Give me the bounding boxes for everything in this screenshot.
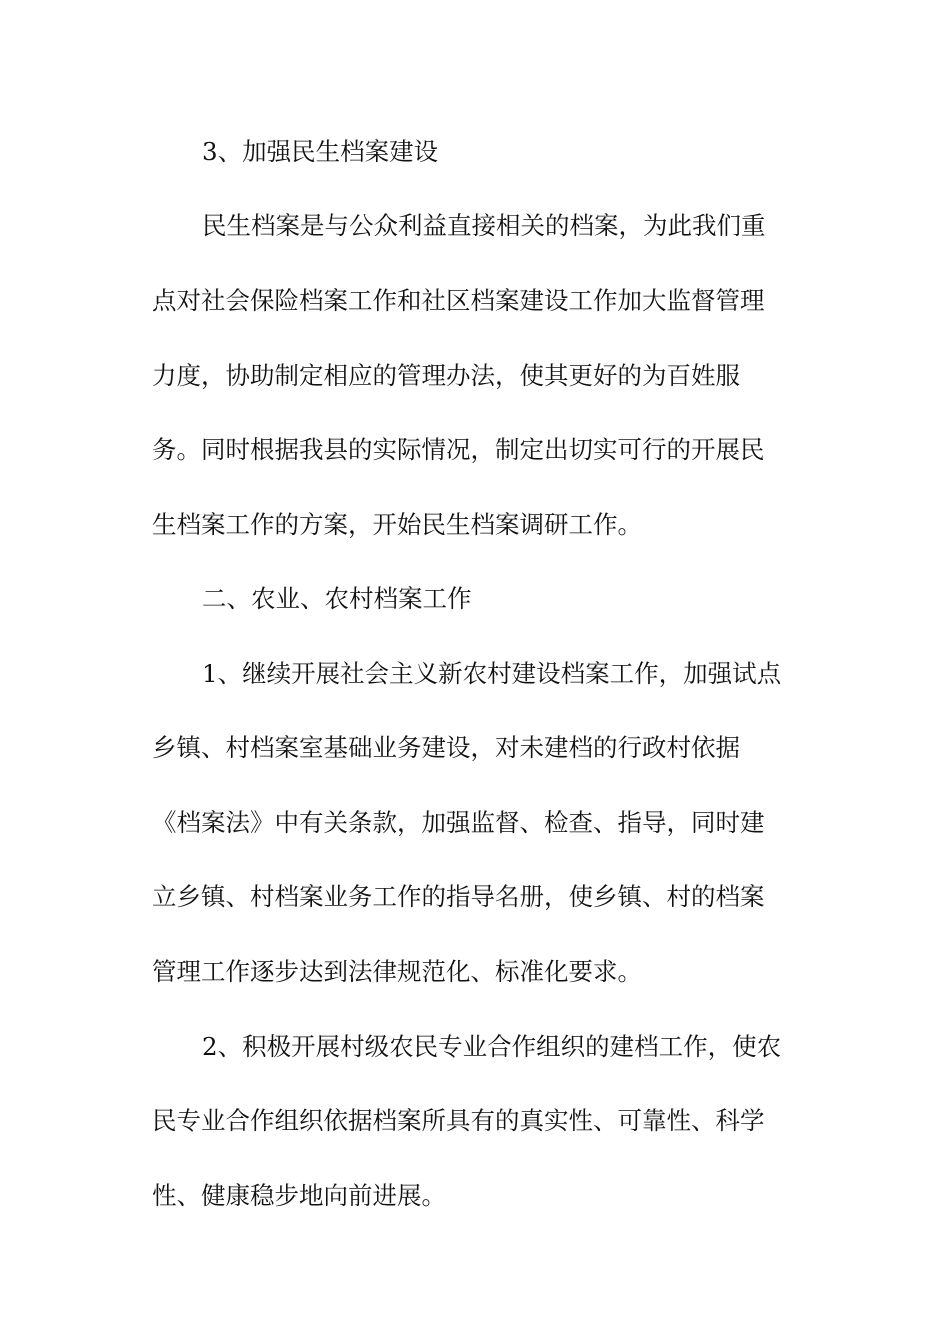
paragraph-line: 1、继续开展社会主义新农村建设档案工作，加强试点 — [202, 659, 782, 688]
section-heading: 3、加强民生档案建设 — [202, 137, 439, 166]
paragraph-line: 民专业合作组织依据档案所具有的真实性、可靠性、科学 — [152, 1106, 765, 1135]
paragraph-line: 立乡镇、村档案业务工作的指导名册，使乡镇、村的档案 — [152, 882, 765, 911]
paragraph-line: 务。同时根据我县的实际情况，制定出切实可行的开展民 — [152, 435, 765, 464]
paragraph-line: 性、健康稳步地向前进展。 — [152, 1181, 446, 1210]
paragraph-line: 2、积极开展村级农民专业合作组织的建档工作，使农 — [202, 1032, 782, 1061]
paragraph-line: 《档案法》中有关条款，加强监督、检查、指导，同时建 — [152, 808, 765, 837]
paragraph-line: 点对社会保险档案工作和社区档案建设工作加大监督管理 — [152, 286, 765, 315]
paragraph-line: 民生档案是与公众利益直接相关的档案，为此我们重 — [202, 211, 766, 240]
section-heading: 二、农业、农村档案工作 — [202, 584, 472, 613]
paragraph-line: 力度，协助制定相应的管理办法，使其更好的为百姓服 — [152, 361, 740, 390]
paragraph-line: 乡镇、村档案室基础业务建设，对未建档的行政村依据 — [152, 733, 740, 762]
paragraph-line: 生档案工作的方案，开始民生档案调研工作。 — [152, 510, 642, 539]
paragraph-line: 管理工作逐步达到法律规范化、标准化要求。 — [152, 957, 642, 986]
